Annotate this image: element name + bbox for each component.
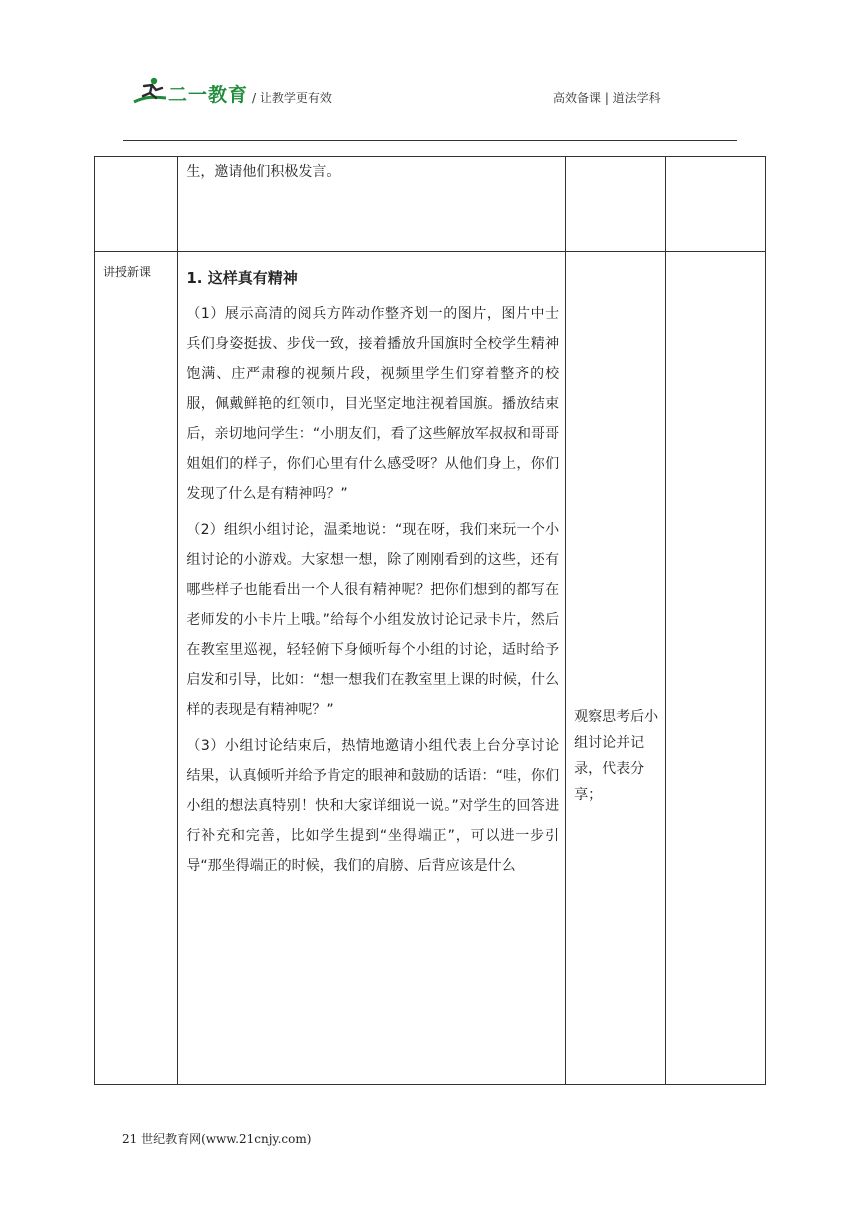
logo-text: 二一教育	[168, 84, 249, 106]
activity-paragraph: （3）小组讨论结束后，热情地邀请小组代表上台分享讨论结果，认真倾听并给予肯定的眼神和鼓励的话语：“哇，你们小组的想法真特别！快和大家详细说一说。”对学生的回答进行补充和完善，比如学生提到“坐得端正”，可以进一步引导“那坐得端正的时候，我们的肩膀、后背应该是什么	[186, 738, 560, 874]
runner-logo-icon	[132, 76, 168, 106]
student-activity-cell	[566, 252, 665, 1085]
header-divider	[123, 140, 737, 141]
teacher-activity-cell	[178, 252, 566, 1085]
page-header	[0, 0, 860, 142]
stage-cell	[95, 157, 178, 252]
header-subject: 高效备课 | 道法学科	[553, 91, 661, 105]
page-footer: 21 世纪教育网(www.21cnjy.com)	[122, 1132, 312, 1146]
logo	[132, 76, 252, 106]
activity-paragraph: （2）组织小组讨论，温柔地说：“现在呀，我们来玩一个小组讨论的小游戏。大家想一想，除了刚刚看到的这些，还有哪些样子也能看出一个人很有精神呢？把你们想到的都写在老师发的小卡片上哦。”给每个小组发放讨论记录卡片，然后在教室里巡视，轻轻俯下身倾听每个小组的讨论，适时给予启发和引导，比如：“想一想我们在教室里上课的时候，什么样的表现是有精神呢？”	[186, 522, 560, 718]
section-title: 1. 这样真有精神	[186, 269, 298, 287]
student-activity-cell	[566, 157, 665, 252]
notes-cell	[665, 157, 765, 252]
student-activity-text	[566, 157, 664, 161]
stage-cell	[95, 252, 178, 1085]
teacher-activity-text: 生，邀请他们积极发言。	[186, 164, 341, 180]
activity-paragraph: （1）展示高清的阅兵方阵动作整齐划一的图片，图片中士兵们身姿挺拔、步伐一致，接着播放升国旗时全校学生精神饱满、庄严肃穆的视频片段，视频里学生们穿着整齐的校服，佩戴鲜艳的红领巾，目光坚定地注视着国旗。播放结束后，亲切地问学生：“小朋友们，看了这些解放军叔叔和哥哥姐姐们的样子，你们心里有什么感受呀？从他们身上，你们发现了什么是有精神吗？”	[186, 306, 560, 502]
header-slogan: / 让教学更有效	[252, 91, 332, 105]
student-activity-text: 观察思考后小组讨论并记录，代表分享；	[574, 709, 659, 803]
notes-text	[666, 252, 765, 256]
teacher-activity-cell	[178, 157, 566, 252]
stage-label: 讲授新课	[103, 265, 152, 279]
stage-label	[95, 157, 177, 168]
lesson-plan-table	[94, 156, 766, 1085]
table-row	[95, 157, 766, 252]
notes-cell	[665, 252, 765, 1085]
table-row	[95, 252, 766, 1085]
notes-text	[666, 157, 765, 161]
